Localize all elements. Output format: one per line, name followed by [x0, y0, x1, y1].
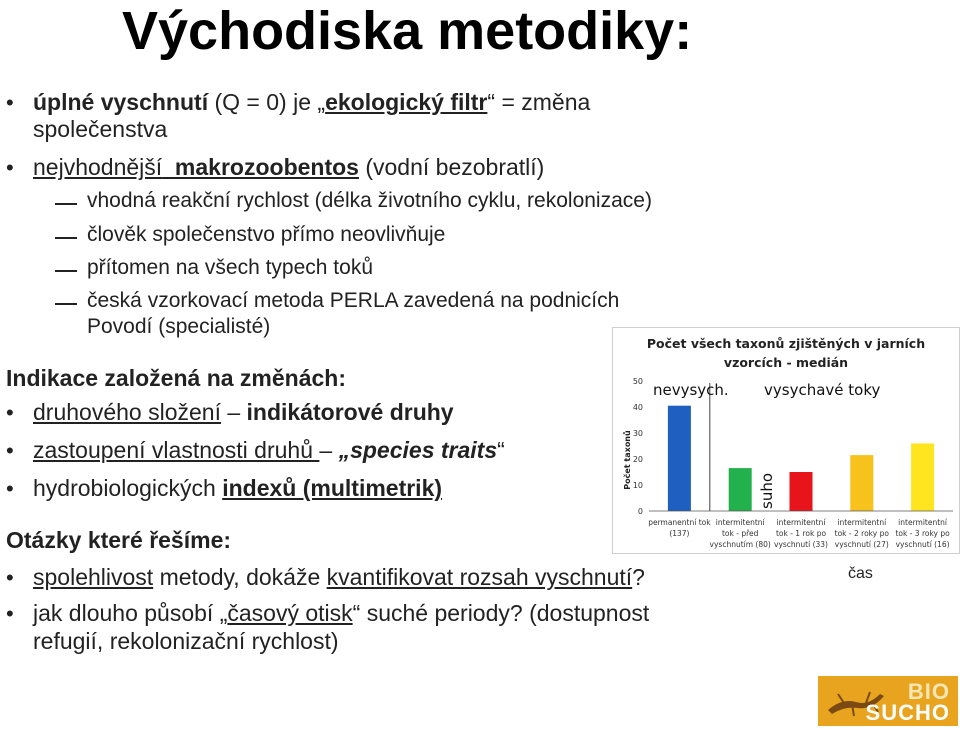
- bullet-ecological-filter-cont: společenstva: [33, 116, 168, 142]
- question-mark: ?: [632, 564, 645, 590]
- x-tick-label: intermitentní: [837, 518, 887, 527]
- chart-title-line2: vzorcích - medián: [723, 355, 849, 370]
- x-tick-label: intermitentní: [776, 518, 826, 527]
- dash-text: –: [319, 437, 339, 463]
- indicator-species-text: indikátorové druhy: [246, 399, 454, 425]
- chart-title-line1: Počet všech taxonů zjištěných v jarních: [646, 336, 926, 351]
- logo-sucho-text: SUCHO: [865, 700, 950, 725]
- x-tick-label: tok - 3 roky po: [895, 529, 950, 538]
- method-text: metody, dokáže: [153, 564, 327, 590]
- time-imprint-text: časový otisk: [227, 600, 353, 626]
- q-zero-text: (Q = 0) je: [208, 89, 318, 115]
- x-axis-labels: [648, 518, 950, 549]
- bullet-dot: •: [6, 90, 14, 115]
- y-tick-label: 50: [632, 377, 643, 386]
- dry-period-text: “ suché periody? (dostupnost: [352, 600, 650, 626]
- sub-item-human-influence: člověk společenstvo přímo neovlivňuje: [87, 223, 446, 246]
- chart-svg: [613, 328, 959, 553]
- quote-open: „: [219, 600, 228, 626]
- x-tick-label: tok - 1 rok po: [775, 529, 827, 538]
- dash-marker: [55, 270, 77, 272]
- questions-heading: Otázky které řešíme:: [6, 527, 232, 553]
- slide-title: Východiska metodiky:: [122, 1, 693, 61]
- x-tick-label: permanentní tok: [648, 518, 711, 527]
- time-label: čas: [848, 565, 873, 582]
- y-tick-label: 20: [632, 455, 643, 464]
- y-tick-label: 0: [637, 507, 643, 516]
- y-tick-label: 30: [632, 429, 643, 438]
- dash-marker: [55, 237, 77, 239]
- y-tick-label: 40: [632, 403, 643, 412]
- quote-open: „: [317, 89, 326, 115]
- chart-ylabel: Počet taxonů: [623, 430, 632, 490]
- x-tick-label: tok - 2 roky po: [834, 529, 889, 538]
- complete-drying-text: úplné vyschnutí: [33, 89, 209, 115]
- species-composition-text: druhového složení: [33, 399, 221, 425]
- bar: [668, 406, 691, 511]
- reliability-text: spolehlivost: [33, 564, 154, 590]
- x-tick-label: intermitentní: [898, 518, 948, 527]
- sub-item-perla-method-cont: Povodí (specialisté): [87, 315, 271, 338]
- sub-item-perla-method: česká vzorkovací metoda PERLA zavedená na podnicích: [87, 289, 620, 312]
- bar: [911, 443, 934, 511]
- y-axis-ticks: [633, 377, 643, 516]
- species-traits-share-text: zastoupení vlastnosti druhů: [33, 437, 320, 463]
- bullet-macrozoobenthos: [33, 154, 544, 181]
- multimetric-text: indexů (multimetrik): [222, 475, 443, 501]
- bullet-time-imprint: [33, 600, 649, 627]
- x-tick-label: vyschnutím (80): [709, 540, 771, 549]
- indication-heading: Indikace založená na změnách:: [6, 365, 347, 391]
- x-tick-label: tok - před: [721, 529, 759, 538]
- taxa-bar-chart: [612, 327, 960, 554]
- bullet-species-composition: [33, 399, 454, 426]
- most-suitable-text: nejvhodnější: [33, 154, 163, 180]
- biosucho-logo: [818, 676, 958, 726]
- bullet-hydrobiological-indices: [33, 475, 442, 502]
- annotation-dry: suho: [758, 472, 776, 509]
- quote-close: “: [497, 437, 505, 463]
- chart-bars: [668, 406, 934, 511]
- annotation-permanent: nevysych.: [653, 381, 729, 399]
- x-tick-label: vyschnutí (33): [774, 540, 828, 549]
- bar: [729, 468, 752, 511]
- logo-bio-text: BIO: [907, 679, 950, 704]
- change-text: “ = změna: [487, 89, 591, 115]
- x-tick-label: (137): [669, 529, 690, 538]
- bullet-dot: •: [6, 438, 14, 463]
- bullet-ecological-filter: [33, 89, 590, 116]
- x-tick-label: vyschnutí (16): [895, 540, 950, 549]
- bullet-reliability: [33, 564, 645, 591]
- hydrobiological-text: hydrobiologických: [33, 475, 223, 501]
- bar: [790, 472, 813, 511]
- y-tick-label: 10: [632, 481, 643, 490]
- quantify-text: kvantifikovat rozsah vyschnutí: [326, 564, 633, 590]
- bullet-dot: •: [6, 476, 14, 501]
- bullet-dot: •: [6, 565, 14, 590]
- dash-marker: [55, 303, 77, 305]
- annotation-intermittent: vysychavé toky: [764, 381, 881, 399]
- sub-item-all-streams: přítomen na všech typech toků: [87, 256, 373, 279]
- bullet-time-imprint-cont: refugií, rekolonizační rychlost): [33, 628, 339, 654]
- how-long-text: jak dlouho působí: [33, 600, 220, 626]
- bullet-dot: •: [6, 155, 14, 180]
- x-tick-label: vyschnutí (27): [834, 540, 889, 549]
- dash-text: –: [220, 399, 247, 425]
- bullet-dot: •: [6, 400, 14, 425]
- dash-marker: [55, 203, 77, 205]
- invertebrates-text: (vodní bezobratlí): [358, 154, 545, 180]
- bullet-species-traits: [33, 437, 505, 464]
- ecological-filter-text: ekologický filtr: [325, 89, 488, 115]
- bar: [850, 455, 873, 511]
- x-tick-label: intermitentní: [715, 518, 765, 527]
- macrozoobenthos-text: makrozoobentos: [162, 154, 359, 180]
- bullet-dot: •: [6, 601, 14, 626]
- sub-item-reaction-speed: vhodná reakční rychlost (délka životního cyklu, rekolonizace): [87, 189, 652, 212]
- species-traits-text: „species traits: [338, 437, 498, 463]
